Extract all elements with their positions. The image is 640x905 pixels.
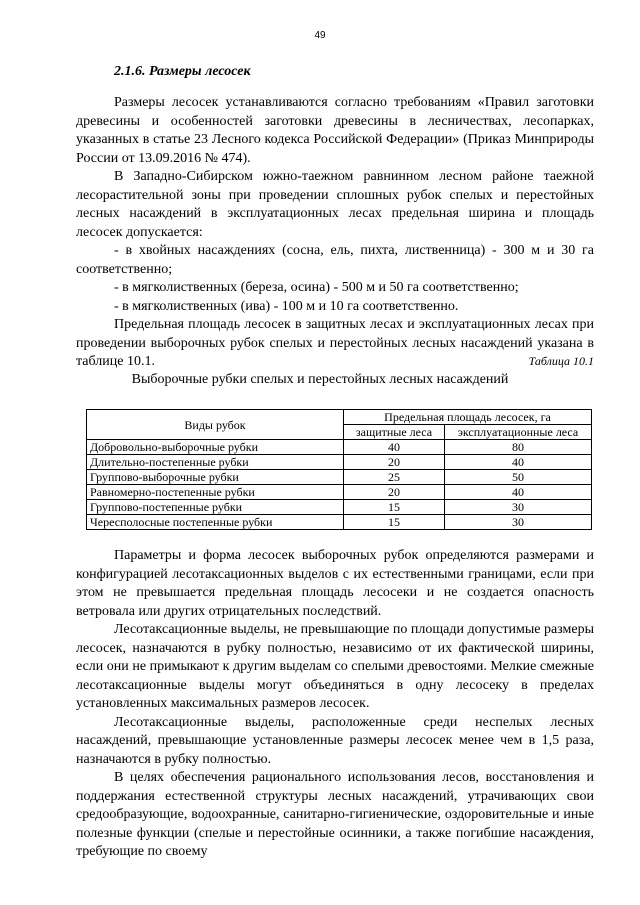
cell-protective: 15 bbox=[344, 500, 445, 515]
cell-protective: 20 bbox=[344, 455, 445, 470]
cell-protective: 40 bbox=[344, 440, 445, 455]
header-exploitation: эксплуатационные леса bbox=[445, 425, 592, 440]
cell-kind: Добровольно-выборочные рубки bbox=[87, 440, 344, 455]
cell-exploitation: 40 bbox=[445, 485, 592, 500]
paragraph: Лесотаксационные выделы, расположенные среди неспелых лесных насаждений, превышающие установленные размеры лесосек менее чем в 1,5 раза, назначаются в рубку полностью. bbox=[76, 714, 594, 767]
cell-kind: Длительно-постепенные рубки bbox=[87, 455, 344, 470]
page-number: 49 bbox=[314, 30, 326, 41]
cell-protective: 15 bbox=[344, 515, 445, 530]
header-area-group: Предельная площадь лесосек, га bbox=[344, 410, 592, 425]
list-item: - в мягколиственных (береза, осина) - 500 м и 50 га соответственно; bbox=[114, 280, 519, 295]
table-title: Выборочные рубки спелых и перестойных лесных насаждений bbox=[131, 372, 509, 387]
paragraph: В Западно-Сибирском южно-таежном равнинном лесном районе таежной лесорастительной зоны при проведении сплошных рубок спелых и перестойных лесных насаждений в эксплуатационных лесах предельная ширина и площадь лесосек допускается: bbox=[76, 169, 594, 240]
paragraph: Предельная площадь лесосек в защитных лесах и эксплуатационных лесах при проведении выборочных рубок спелых и перестойных лесных насаждений указана в таблице 10.1. bbox=[76, 317, 594, 369]
text-block-before-table bbox=[76, 94, 594, 372]
paragraph: В целях обеспечения рационального использования лесов, восстановления и поддержания естественной структуры лесных насаждений, утрачивающих свои средообразующие, водоохранные, санитарно-гигиенические, оздоровительные и иные полезные функции (спелые и перестойные осинники, а также погибшие насаждения, требующие по своему bbox=[76, 770, 594, 859]
table-header-row bbox=[87, 410, 592, 425]
cell-kind: Равномерно-постепенные рубки bbox=[87, 485, 344, 500]
cell-protective: 20 bbox=[344, 485, 445, 500]
cell-protective: 25 bbox=[344, 470, 445, 485]
logging-area-table bbox=[86, 409, 592, 530]
table-row bbox=[87, 515, 592, 530]
table-caption: Таблица 10.1 bbox=[528, 354, 594, 368]
section-heading: 2.1.6. Размеры лесосек bbox=[114, 64, 251, 79]
table-row bbox=[87, 500, 592, 515]
paragraph: Лесотаксационные выделы, не превышающие по площади допустимые размеры лесосек, назначаются в рубку полностью, независимо от их фактической ширины, если они не примыкают к другим выделам со спелыми древостоями. Мелкие смежные лесотаксационные выделы могут объединяться в одну лесосеку в пределах установленных максимальных размеров лесосек. bbox=[76, 622, 594, 711]
cell-exploitation: 40 bbox=[445, 455, 592, 470]
table-row bbox=[87, 455, 592, 470]
cell-exploitation: 30 bbox=[445, 500, 592, 515]
table-row bbox=[87, 440, 592, 455]
header-kind: Виды рубок bbox=[87, 410, 344, 440]
cell-kind: Чересполосные постепенные рубки bbox=[87, 515, 344, 530]
paragraph: Размеры лесосек устанавливаются согласно требованиям «Правил заготовки древесины и особенностей заготовки древесины в лесничествах, лесопарках, указанных в статье 23 Лесного кодекса Российской Федерации» (Приказ Минприроды России от 13.09.2016 № 474). bbox=[76, 95, 594, 166]
table-row bbox=[87, 485, 592, 500]
cell-kind: Группово-выборочные рубки bbox=[87, 470, 344, 485]
cell-exploitation: 50 bbox=[445, 470, 592, 485]
text-block-after-table bbox=[76, 547, 594, 862]
cell-kind: Группово-постепенные рубки bbox=[87, 500, 344, 515]
paragraph: Параметры и форма лесосек выборочных рубок определяются размерами и конфигурацией лесотаксационных выделов с их естественными границами, если при этом не превышается предельная площадь лесосеки и не создается опасность ветровала или других отрицательных последствий. bbox=[76, 548, 594, 619]
header-protective: защитные леса bbox=[344, 425, 445, 440]
list-item: - в мягколиственных (ива) - 100 м и 10 га соответственно. bbox=[114, 298, 459, 314]
table-row bbox=[87, 470, 592, 485]
cell-exploitation: 30 bbox=[445, 515, 592, 530]
cell-exploitation: 80 bbox=[445, 440, 592, 455]
list-item: - в хвойных насаждениях (сосна, ель, пихта, лиственница) - 300 м и 30 га соответственно; bbox=[76, 243, 594, 277]
